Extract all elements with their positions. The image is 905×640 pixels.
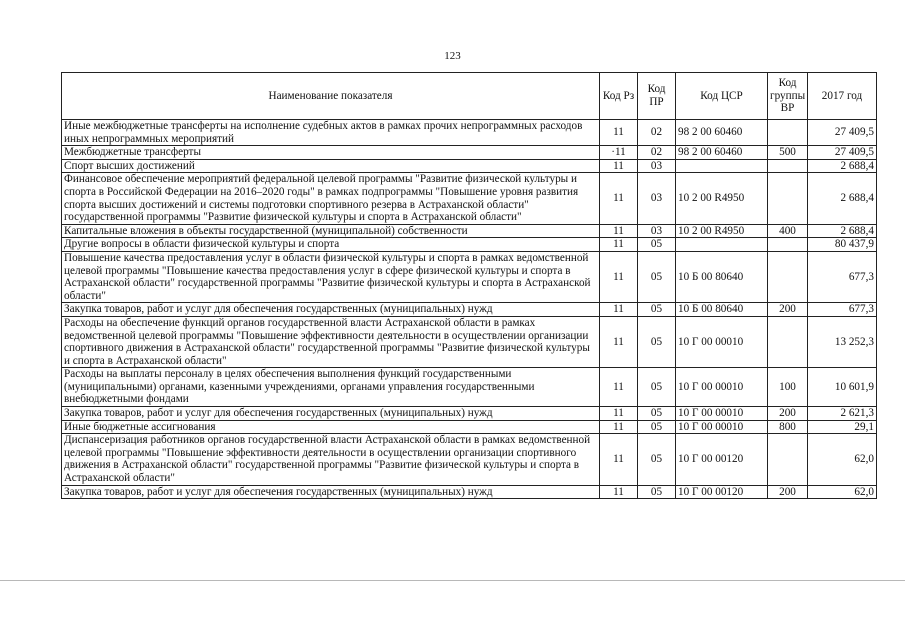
cell-vr: 200 — [768, 485, 808, 499]
cell-amount: 677,3 — [808, 251, 877, 302]
cell-vr — [768, 159, 808, 173]
table-row — [62, 407, 877, 421]
cell-csr — [676, 159, 768, 173]
cell-name: Закупка товаров, работ и услуг для обеспечения государственных (муниципальных) нужд — [62, 485, 600, 499]
cell-csr: 10 Г 00 00010 — [676, 316, 768, 367]
table-row — [62, 159, 877, 173]
cell-vr: 400 — [768, 224, 808, 238]
cell-vr: 500 — [768, 146, 808, 160]
cell-csr: 10 Г 00 00120 — [676, 434, 768, 485]
header-year: 2017 год — [808, 73, 877, 120]
cell-amount: 10 601,9 — [808, 368, 877, 407]
cell-pr: 05 — [638, 485, 676, 499]
cell-vr: 200 — [768, 407, 808, 421]
cell-name: Повышение качества предоставления услуг в области физической культуры и спорта в рамках ведомственной целевой программы "Повышение качества предоставления услуг в сфере физической культуры и спорта в Астраханской области" государственной программы "Развитие физической культуры и спорта в Астраханской области" — [62, 251, 600, 302]
table-row — [62, 434, 877, 485]
cell-amount: 27 409,5 — [808, 146, 877, 160]
cell-amount: 62,0 — [808, 434, 877, 485]
cell-vr — [768, 238, 808, 252]
header-pr: Код ПР — [638, 73, 676, 120]
cell-name: Диспансеризация работников органов государственной власти Астраханской области в рамках ведомственной целевой программы "Повышение эффективности деятельности в осуществлении организации спортивного движения в Астраханской области" государственной программы "Развитие физической культуры и спорта в Астраханской области" — [62, 434, 600, 485]
cell-rz: 11 — [600, 434, 638, 485]
cell-name: Другие вопросы в области физической культуры и спорта — [62, 238, 600, 252]
cell-name: Закупка товаров, работ и услуг для обеспечения государственных (муниципальных) нужд — [62, 407, 600, 421]
table-row — [62, 420, 877, 434]
cell-name: Финансовое обеспечение мероприятий федеральной целевой программы "Развитие физической культуры и спорта в Российской Федерации на 2016–2020 годы" в рамках подпрограммы "Повышение уровня развития спорта высших достижений и системы подготовки спортивного резерва в Астраханской области" государственной программы "Развитие физической культуры и спорта в Астраханской области" — [62, 173, 600, 224]
cell-amount: 2 688,4 — [808, 173, 877, 224]
cell-csr: 98 2 00 60460 — [676, 120, 768, 146]
table-row — [62, 368, 877, 407]
cell-pr: 03 — [638, 159, 676, 173]
cell-rz: 11 — [600, 224, 638, 238]
cell-vr: 100 — [768, 368, 808, 407]
table-header-row — [62, 73, 877, 120]
cell-csr: 10 2 00 R4950 — [676, 173, 768, 224]
cell-pr: 05 — [638, 420, 676, 434]
cell-amount: 27 409,5 — [808, 120, 877, 146]
table-row — [62, 120, 877, 146]
cell-csr: 10 Б 00 80640 — [676, 303, 768, 317]
table-row — [62, 251, 877, 302]
cell-csr: 10 Г 00 00010 — [676, 420, 768, 434]
cell-rz: 11 — [600, 173, 638, 224]
cell-pr: 05 — [638, 434, 676, 485]
header-rz: Код Рз — [600, 73, 638, 120]
table-row — [62, 146, 877, 160]
cell-csr — [676, 238, 768, 252]
cell-rz: 11 — [600, 485, 638, 499]
cell-vr — [768, 316, 808, 367]
cell-rz: 11 — [600, 159, 638, 173]
cell-csr: 10 2 00 R4950 — [676, 224, 768, 238]
cell-pr: 02 — [638, 120, 676, 146]
cell-pr: 02 — [638, 146, 676, 160]
cell-vr: 800 — [768, 420, 808, 434]
scan-divider-line — [0, 580, 905, 581]
table-row — [62, 238, 877, 252]
cell-pr: 05 — [638, 303, 676, 317]
header-csr: Код ЦСР — [676, 73, 768, 120]
cell-csr: 10 Г 00 00120 — [676, 485, 768, 499]
cell-rz: 11 — [600, 238, 638, 252]
cell-pr: 05 — [638, 238, 676, 252]
table-row — [62, 303, 877, 317]
page-number: 123 — [444, 50, 461, 62]
table-row — [62, 224, 877, 238]
cell-amount: 29,1 — [808, 420, 877, 434]
cell-csr: 10 Г 00 00010 — [676, 368, 768, 407]
cell-vr — [768, 434, 808, 485]
cell-amount: 62,0 — [808, 485, 877, 499]
cell-pr: 05 — [638, 407, 676, 421]
cell-name: Капитальные вложения в объекты государственной (муниципальной) собственности — [62, 224, 600, 238]
cell-rz: 11 — [600, 420, 638, 434]
cell-rz: 11 — [600, 407, 638, 421]
cell-pr: 05 — [638, 368, 676, 407]
cell-rz: ·11 — [600, 146, 638, 160]
cell-name: Закупка товаров, работ и услуг для обеспечения государственных (муниципальных) нужд — [62, 303, 600, 317]
cell-amount: 2 688,4 — [808, 159, 877, 173]
cell-vr — [768, 251, 808, 302]
cell-amount: 80 437,9 — [808, 238, 877, 252]
cell-csr: 10 Г 00 00010 — [676, 407, 768, 421]
cell-csr: 98 2 00 60460 — [676, 146, 768, 160]
cell-amount: 2 621,3 — [808, 407, 877, 421]
cell-amount: 2 688,4 — [808, 224, 877, 238]
table-row — [62, 173, 877, 224]
cell-rz: 11 — [600, 316, 638, 367]
cell-name: Межбюджетные трансферты — [62, 146, 600, 160]
cell-rz: 11 — [600, 120, 638, 146]
budget-table — [61, 72, 877, 499]
cell-pr: 03 — [638, 173, 676, 224]
cell-rz: 11 — [600, 303, 638, 317]
cell-pr: 03 — [638, 224, 676, 238]
cell-vr — [768, 120, 808, 146]
cell-csr: 10 Б 00 80640 — [676, 251, 768, 302]
header-name: Наименование показателя — [62, 73, 600, 120]
cell-name: Расходы на обеспечение функций органов государственной власти Астраханской области в рамках ведомственной целевой программы "Повышение эффективности деятельности в осуществлении организации спортивного движения в Астраханской области" государственной программы "Развитие физической культуры и спорта в Астраханской области" — [62, 316, 600, 367]
cell-name: Спорт высших достижений — [62, 159, 600, 173]
cell-rz: 11 — [600, 368, 638, 407]
table-row — [62, 316, 877, 367]
cell-name: Иные бюджетные ассигнования — [62, 420, 600, 434]
cell-vr — [768, 173, 808, 224]
cell-name: Расходы на выплаты персоналу в целях обеспечения выполнения функций государственными (муниципальными) органами, казенными учреждениями, органами управления государственными внебюджетными фондами — [62, 368, 600, 407]
cell-pr: 05 — [638, 251, 676, 302]
table-row — [62, 485, 877, 499]
cell-amount: 677,3 — [808, 303, 877, 317]
cell-rz: 11 — [600, 251, 638, 302]
cell-pr: 05 — [638, 316, 676, 367]
header-vr: Код группы ВР — [768, 73, 808, 120]
cell-vr: 200 — [768, 303, 808, 317]
cell-amount: 13 252,3 — [808, 316, 877, 367]
cell-name: Иные межбюджетные трансферты на исполнение судебных актов в рамках прочих непрограммных расходов иных непрограммных мероприятий — [62, 120, 600, 146]
